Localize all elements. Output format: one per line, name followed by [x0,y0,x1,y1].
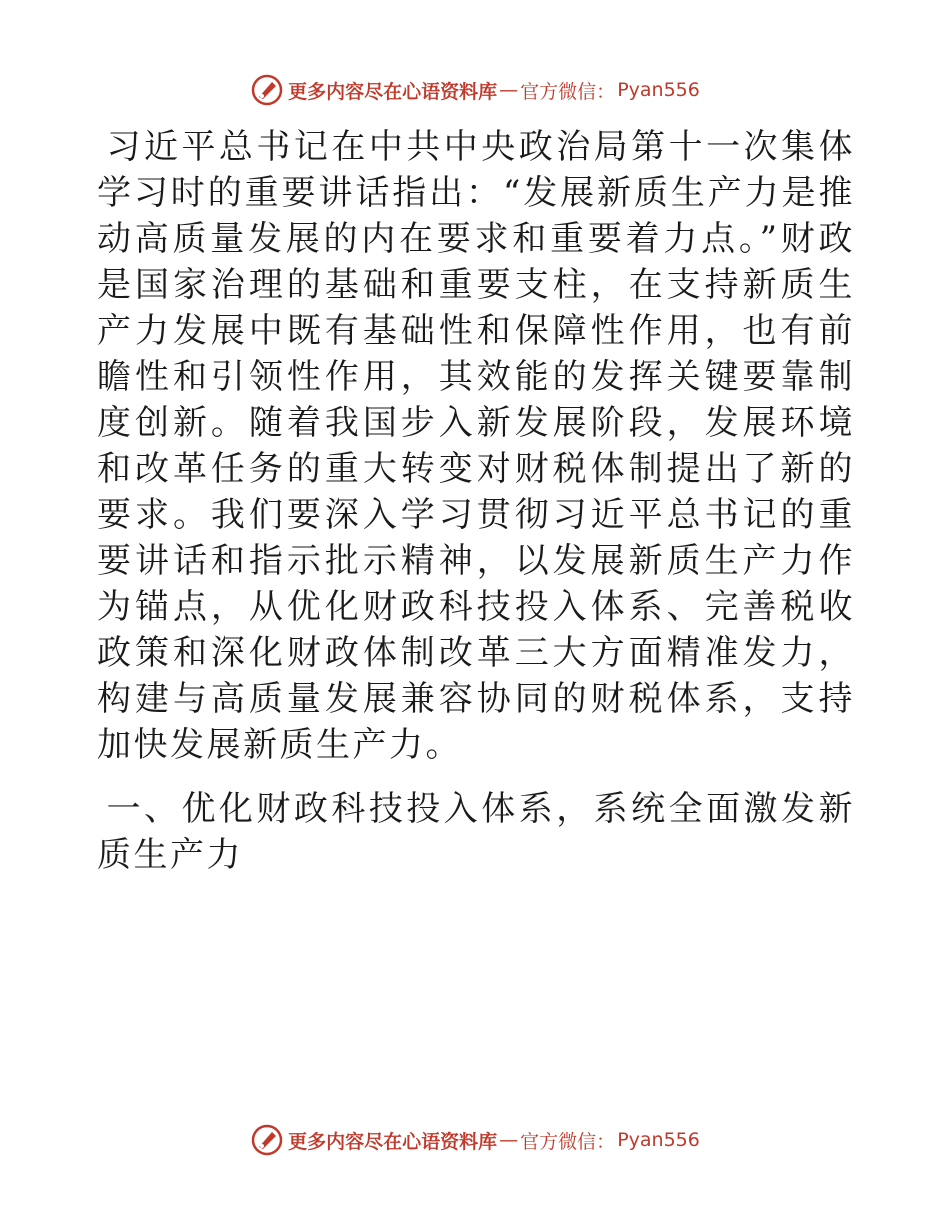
document-body [97,124,855,878]
watermark-dash: — [499,1129,519,1151]
footer-watermark [0,1120,950,1160]
pen-nib-logo-icon [250,1123,284,1157]
watermark-wechat-label: 官方微信： [520,1130,616,1153]
watermark-brand: 更多内容尽在心语资料库 [288,1130,498,1153]
watermark-dash: — [499,79,519,101]
watermark-brand: 更多内容尽在心语资料库 [288,80,498,103]
body-paragraph: 习近平总书记在中共中央政治局第十一次集体学习时的重要讲话指出：“发展新质生产力是推动高质量发展的内在要求和重要着力点。”财政是国家治理的基础和重要支柱，在支持新质生产力发展中既有基础性和保障性作用，也有前瞻性和引领性作用，其效能的发挥关键要靠制度创新。随着我国步入新发展阶段，发展环境和改革任务的重大转变对财税体制提出了新的要求。我们要深入学习贯彻习近平总书记的重要讲话和指示批示精神，以发展新质生产力作为锚点，从优化财政科技投入体系、完善税收政策和深化财政体制改革三大方面精准发力，构建与高质量发展兼容协同的财税体系，支持加快发展新质生产力。 [97,127,855,765]
watermark-wechat-label: 官方微信： [520,80,616,103]
watermark-wechat-id: Pyan556 [617,79,700,101]
pen-nib-logo-icon [250,73,284,107]
watermark-wechat-id: Pyan556 [617,1129,700,1151]
header-watermark [0,70,950,110]
section-heading: 一、优化财政科技投入体系，系统全面激发新质生产力 [97,789,855,875]
